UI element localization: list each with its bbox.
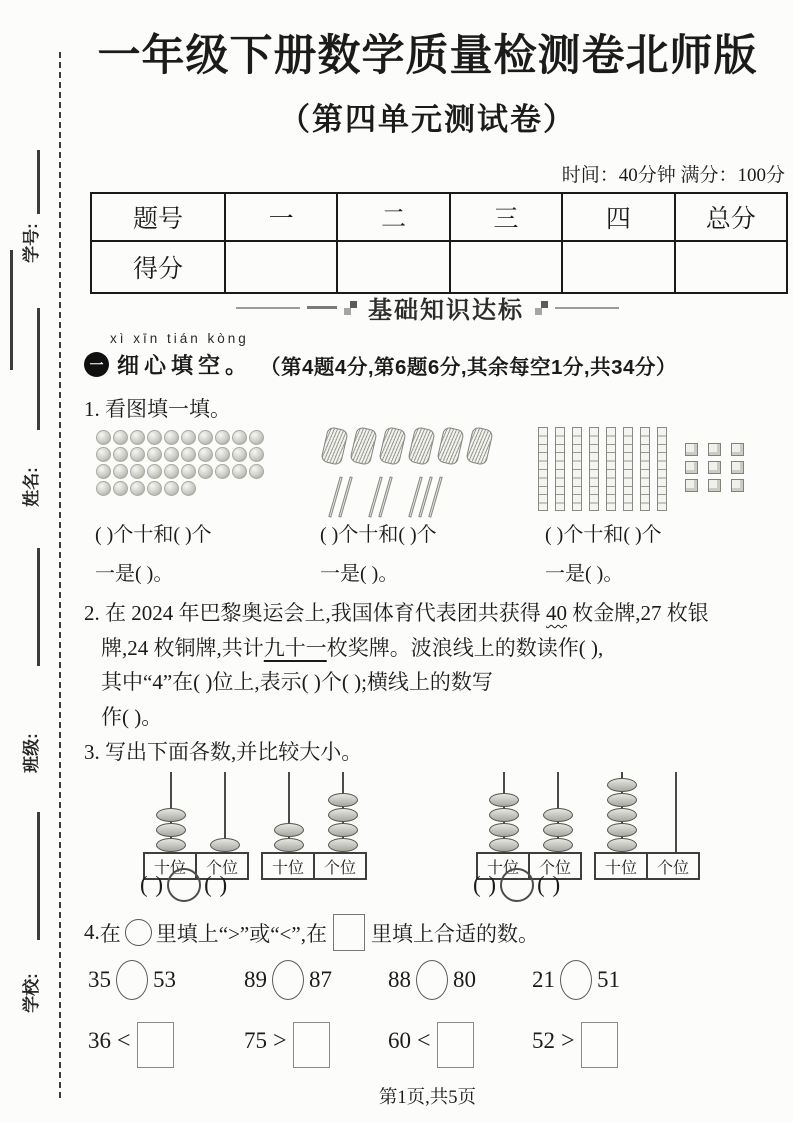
unit-cube <box>708 479 721 492</box>
compare-blank: ( ) <box>537 872 562 897</box>
unit-cube <box>731 461 744 474</box>
abacus-bead <box>328 793 358 807</box>
ten-rod <box>572 427 582 511</box>
ten-rod <box>657 427 667 511</box>
place-label-ones: 个位 <box>195 852 249 880</box>
ball-row <box>95 464 265 481</box>
ten-rod <box>606 427 616 511</box>
q4-number: 51 <box>597 967 620 992</box>
sidebar-label: 学校: <box>21 973 41 1013</box>
compare-row-1 <box>140 868 228 902</box>
abacus <box>476 772 584 880</box>
section-number-badge-icon: 一 <box>84 352 109 377</box>
q4-square <box>137 1022 174 1068</box>
score-col-2: 二 <box>337 193 449 241</box>
q1-blank-bottom: 一是( )。 <box>95 563 174 585</box>
abacus-bead <box>489 793 519 807</box>
q1-blank-column <box>545 518 662 586</box>
q3-prompt <box>84 736 362 766</box>
ten-rod <box>555 427 565 511</box>
place-label-tens: 十位 <box>143 852 197 880</box>
q4-square <box>581 1022 618 1068</box>
ball <box>215 447 230 462</box>
abacus-rod <box>675 772 677 852</box>
q4-compare-pair <box>388 960 476 1000</box>
abacus-bead <box>328 838 358 852</box>
abacus <box>261 772 369 880</box>
q4-number: 53 <box>153 967 176 992</box>
unit-cube <box>708 443 721 456</box>
q4-number: 60 <box>388 1028 411 1053</box>
q4-fill-item <box>244 1014 330 1068</box>
q1-blank-bottom: 一是( )。 <box>320 563 399 585</box>
stick-bundle <box>378 426 407 466</box>
balls-figure <box>95 430 265 498</box>
ball <box>147 464 162 479</box>
score-cell <box>562 241 674 293</box>
ball <box>249 447 264 462</box>
q4-square <box>293 1022 330 1068</box>
banner-ornament-line <box>555 307 619 309</box>
abacus-bead <box>489 823 519 837</box>
q4-fill-item <box>88 1014 174 1068</box>
ball <box>198 464 213 479</box>
abacus-bead <box>543 823 573 837</box>
q4-number: 35 <box>88 967 111 992</box>
ball <box>96 447 111 462</box>
ball-row <box>95 481 265 498</box>
q4-number: 21 <box>532 967 555 992</box>
abacus-bead <box>607 838 637 852</box>
q4-circle <box>116 960 148 1000</box>
q1-prompt <box>84 393 231 423</box>
ball <box>249 430 264 445</box>
sidebar-label: 学号: <box>21 223 41 263</box>
section1-heading <box>84 349 677 380</box>
abacus-bead <box>210 838 240 852</box>
q4-number: 87 <box>309 967 332 992</box>
sidebar-writing-line <box>37 308 40 430</box>
abacus-bead <box>607 793 637 807</box>
place-label-tens: 十位 <box>476 852 530 880</box>
ball <box>96 430 111 445</box>
ball <box>215 430 230 445</box>
ball <box>232 447 247 462</box>
exam-info: 时间：40分钟 满分：100分 <box>561 165 785 186</box>
abacus-rods <box>143 772 251 852</box>
ball <box>164 464 179 479</box>
stick-group <box>410 476 440 523</box>
abacus-bead <box>274 823 304 837</box>
place-label-ones: 个位 <box>528 852 582 880</box>
stick-bundle <box>407 426 436 466</box>
ball <box>96 464 111 479</box>
ball <box>164 447 179 462</box>
compare-blank: ( ) <box>204 872 229 897</box>
section1-score-note: （第4题4分,第6题6分,其余每空1分,共34分） <box>260 355 677 379</box>
q4-compare-pair <box>88 960 176 1000</box>
ball <box>130 430 145 445</box>
q1-text: 看图填一填。 <box>105 397 231 421</box>
score-table <box>90 192 788 294</box>
unit-cube <box>685 479 698 492</box>
abacus-bead <box>607 808 637 822</box>
q2-wavy-number: 40 <box>546 601 567 625</box>
q2-text: 牌,24 枚铜牌,共计 <box>101 635 264 660</box>
ten-rod <box>538 427 548 511</box>
abacus-bead <box>543 808 573 822</box>
unit-cube <box>731 479 744 492</box>
ball <box>215 464 230 479</box>
abacus-rods <box>476 772 584 852</box>
stick-bundle <box>320 426 349 466</box>
q2-line3: 其中“4”在( )位上,表示( )个( );横线上的数写 <box>101 670 493 694</box>
ball <box>164 430 179 445</box>
q4-circle <box>560 960 592 1000</box>
q1-blank-column <box>320 518 437 586</box>
abacus-bead <box>489 838 519 852</box>
place-label-ones: 个位 <box>646 852 700 880</box>
q4-operator: > <box>273 1027 287 1054</box>
q4-text: 里填上“>”或“<”,在 <box>155 921 327 946</box>
section1-pinyin: xì xīn tián kòng <box>110 331 249 346</box>
page-subtitle: （第四单元测试卷） <box>279 102 576 137</box>
place-label-tens: 十位 <box>594 852 648 880</box>
bundle-row <box>320 428 525 469</box>
sidebar-label: 姓名: <box>21 467 41 507</box>
abacus-rods <box>594 772 702 852</box>
q4-square <box>437 1022 474 1068</box>
unit-cube <box>685 461 698 474</box>
loose-stick-row <box>320 476 525 523</box>
abacus-bead <box>156 838 186 852</box>
q1-blank-bottom: 一是( )。 <box>545 563 624 585</box>
ball <box>130 447 145 462</box>
q4-number: 88 <box>388 967 411 992</box>
stick-group <box>370 476 390 523</box>
q3-text: 写出下面各数,并比较大小。 <box>105 740 363 764</box>
unit-cube-grid <box>685 443 749 492</box>
ball <box>113 447 128 462</box>
q4-number: 80 <box>453 967 476 992</box>
abacus-bead <box>607 823 637 837</box>
q2-text: 枚奖牌。波浪线上的数读作( ), <box>326 635 604 660</box>
score-table-corner: 题号 <box>91 193 225 241</box>
section1-name: 细心填空。 <box>117 353 253 378</box>
ball <box>181 481 196 496</box>
sidebar-label: 班级: <box>21 733 41 773</box>
unit-cube <box>708 461 721 474</box>
banner-ornament-squares-icon <box>535 301 548 315</box>
score-cell <box>225 241 337 293</box>
ball <box>249 464 264 479</box>
ball <box>113 430 128 445</box>
abacus-place-labels <box>594 852 702 880</box>
abacus <box>594 772 702 880</box>
score-col-3: 三 <box>450 193 562 241</box>
q1-blank-top: ( )个十和( )个 <box>95 524 212 546</box>
q2-line1 <box>84 596 792 631</box>
q2-text-block <box>84 596 792 734</box>
place-label-tens: 十位 <box>261 852 315 880</box>
ball <box>232 430 247 445</box>
q2-text: 在 2024 年巴黎奥运会上,我国体育代表团共获得 <box>105 601 546 625</box>
q4-number: 52 <box>532 1028 555 1053</box>
ten-rod <box>640 427 650 511</box>
ball <box>181 464 196 479</box>
sidebar-writing-line <box>37 812 40 940</box>
ball <box>198 447 213 462</box>
ball <box>232 464 247 479</box>
banner-ornament-line <box>307 306 337 310</box>
unit-cube <box>731 443 744 456</box>
q4-operator: < <box>417 1027 431 1054</box>
q2-text: 枚金牌,27 枚银 <box>567 601 709 625</box>
section-banner <box>62 290 793 325</box>
abacus-bead <box>543 838 573 852</box>
stick-bundle <box>349 426 378 466</box>
ball <box>164 481 179 496</box>
q4-number: 36 <box>88 1028 111 1053</box>
score-col-4: 四 <box>562 193 674 241</box>
q4-fill-item <box>388 1014 474 1068</box>
ball <box>147 447 162 462</box>
q3-number: 3. <box>84 740 100 764</box>
abacus-bead <box>607 778 637 792</box>
stick-group <box>330 476 350 523</box>
q4-number: 89 <box>244 967 267 992</box>
abacus-bead <box>274 838 304 852</box>
q1-blank-column <box>95 518 212 586</box>
q4-operator: > <box>561 1027 575 1054</box>
compare-circle <box>500 868 534 902</box>
abacus-rods <box>261 772 369 852</box>
banner-ornament-squares-icon <box>344 301 357 315</box>
compare-blank: ( ) <box>140 872 165 897</box>
ball-row <box>95 447 265 464</box>
abacus <box>143 772 251 880</box>
banner-ornament-line <box>236 307 300 309</box>
ten-rod <box>589 427 599 511</box>
q4-row2 <box>0 1014 793 1064</box>
ball <box>181 430 196 445</box>
sticks-figure <box>320 428 525 523</box>
q4-prompt <box>84 914 539 951</box>
ball <box>198 430 213 445</box>
stick-bundle <box>465 426 494 466</box>
q1-blank-top: ( )个十和( )个 <box>545 524 662 546</box>
abacus-bead <box>156 808 186 822</box>
ten-rod <box>623 427 633 511</box>
q2-line2 <box>84 631 792 666</box>
sidebar-writing-line <box>37 548 40 666</box>
compare-blank: ( ) <box>473 872 498 897</box>
abacus-bead <box>328 823 358 837</box>
q4-compare-pair <box>532 960 620 1000</box>
ball <box>147 430 162 445</box>
score-col-total: 总分 <box>675 193 787 241</box>
ball <box>96 481 111 496</box>
q2-number: 2. <box>84 601 100 625</box>
unit-cube <box>685 443 698 456</box>
q2-underlined-word: 九十一 <box>263 635 327 660</box>
abacus-bead <box>156 823 186 837</box>
abacus-bead <box>328 808 358 822</box>
score-cell <box>450 241 562 293</box>
stick-bundle <box>436 426 465 466</box>
page-footer: 第1页,共5页 <box>378 1088 477 1108</box>
q1-number: 1. <box>84 397 100 421</box>
q4-text: 里填上合适的数。 <box>370 921 539 946</box>
score-cell <box>337 241 449 293</box>
page-title: 一年级下册数学质量检测卷北师版 <box>97 33 758 80</box>
abacus-pair-1 <box>143 772 369 880</box>
score-col-1: 一 <box>225 193 337 241</box>
place-label-ones: 个位 <box>313 852 367 880</box>
seal-dashed-line <box>59 52 61 1098</box>
q4-number: 4. <box>84 920 100 944</box>
q4-circle <box>416 960 448 1000</box>
inline-circle-icon <box>125 919 152 946</box>
ball <box>113 481 128 496</box>
ball <box>181 447 196 462</box>
q4-compare-pair <box>244 960 332 1000</box>
q1-blank-top: ( )个十和( )个 <box>320 524 437 546</box>
q2-line4: 作( )。 <box>101 704 163 729</box>
q4-text: 在 <box>99 921 121 946</box>
ball-row <box>95 430 265 447</box>
abacus-place-labels <box>261 852 369 880</box>
abacus-pair-2 <box>476 772 702 880</box>
abacus-bead <box>489 808 519 822</box>
ball <box>113 464 128 479</box>
ten-rod-row <box>538 427 667 511</box>
ball <box>130 464 145 479</box>
sidebar-writing-line <box>37 150 40 214</box>
q4-operator: < <box>117 1027 131 1054</box>
inline-square-icon <box>333 914 365 951</box>
compare-row-2 <box>473 868 561 902</box>
banner-title: 基础知识达标 <box>368 297 524 324</box>
ball <box>130 481 145 496</box>
score-cell <box>675 241 787 293</box>
q4-circle <box>272 960 304 1000</box>
q4-number: 75 <box>244 1028 267 1053</box>
q4-fill-item <box>532 1014 618 1068</box>
score-row-label: 得分 <box>91 241 225 293</box>
ball <box>147 481 162 496</box>
q4-row1 <box>0 960 793 1010</box>
blocks-figure <box>538 427 749 511</box>
compare-circle <box>167 868 201 902</box>
